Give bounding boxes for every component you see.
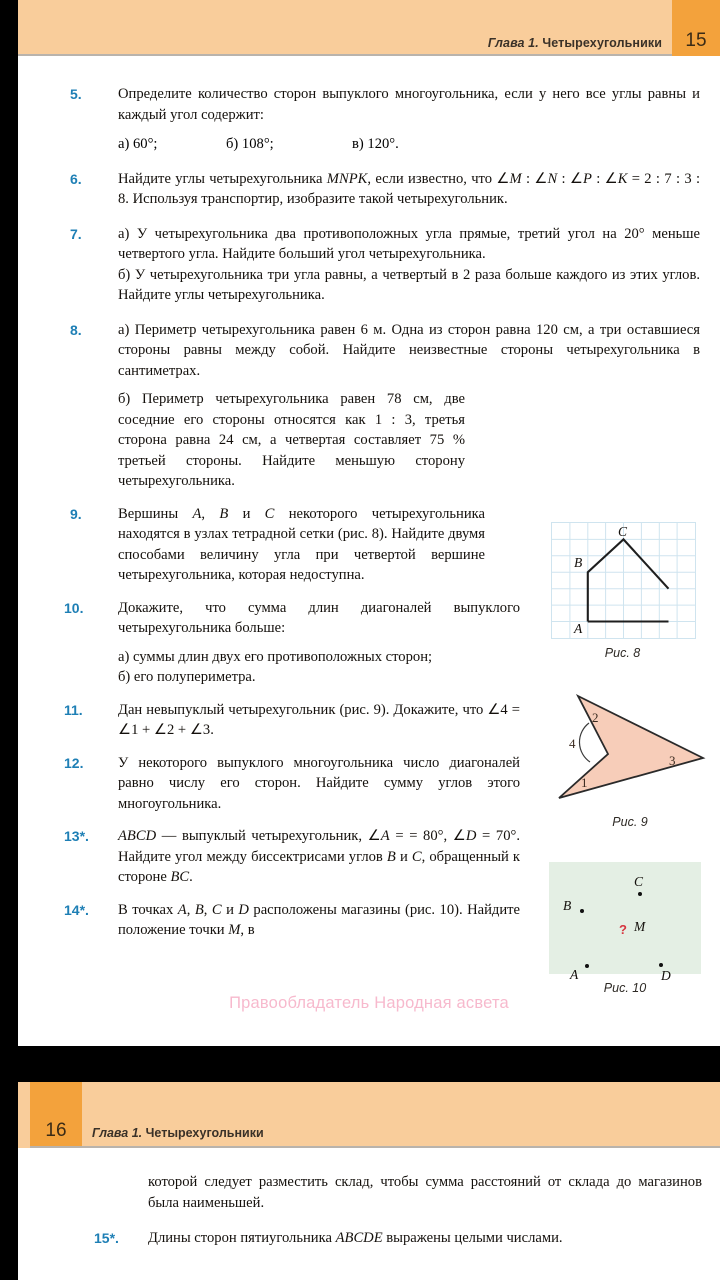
problem-10-intro: Докажите, что сумма длин диагоналей выпуклого четырехугольника больше: [118, 599, 520, 636]
problem-14-number: 14*. [64, 901, 89, 918]
problem-7-number: 7. [70, 225, 82, 242]
p6-t5: : ∠ [591, 170, 618, 187]
figure-9-label-1: 1 [581, 775, 588, 790]
p13-t2: = = 80°, ∠ [389, 828, 466, 844]
p6-t6: = 2 : 7 : 3 : 8. Используя транспортир, изобразите такой четырехугольник. [118, 170, 701, 207]
figure-10-label-d: D [661, 968, 671, 983]
page-15-number-badge [672, 0, 720, 56]
problem-14-text [118, 900, 520, 941]
p14-t6: , в [240, 922, 255, 938]
page-15 [18, 0, 720, 1046]
p9-t3: и [228, 505, 265, 522]
p14-i4: D [238, 901, 249, 918]
problem-12-number: 12. [64, 754, 84, 771]
page-15-header-title [488, 36, 662, 50]
p9-i2: B [219, 505, 229, 522]
problem-5-option-v: в) 120°. [352, 136, 399, 152]
figure-10-point-m-question: ? [619, 922, 627, 937]
figure-8-grid [551, 522, 696, 639]
problem-8-part-b: б) Периметр четырехугольника равен 78 см, две соседние его стороны относятся как 1 : 3, третья сторона равна 24 см, а четвертая составляет 75 % третьей стороны. Найдите меньшую сторону четырехугольника. [118, 391, 465, 489]
p14-i1: A [177, 901, 187, 918]
figure-9-label-4: 4 [569, 736, 576, 751]
problem-6-number: 6. [70, 170, 82, 187]
problem-5-option-b: б) 108°; [226, 136, 274, 152]
problem-8-part-a: а) Периметр четырехугольника равен 6 м. Одна из сторон равна 120 см, а три оставшиеся стороны равны между собой. Найдите неизвестные стороны четырехугольника в сантиметрах. [118, 321, 700, 379]
p9-i1: A [192, 505, 202, 522]
p14-i5: M [228, 922, 241, 938]
figure-8-label-b: B [574, 555, 583, 570]
copyright-notice: Правообладатель Народная асвета [229, 994, 509, 1012]
problem-11-text: Дан невыпуклый четырехугольник (рис. 9). Докажите, что ∠4 = ∠1 + ∠2 + ∠3. [118, 701, 520, 738]
page-16-chapter-name: Четырехугольники [142, 1126, 264, 1140]
page-15-body [18, 56, 720, 1046]
figure-8-caption: Рис. 8 [604, 646, 641, 660]
p6-i2: M [509, 170, 522, 187]
p6-t1: Найдите углы четырехугольника [118, 170, 327, 187]
page-16-header [18, 1082, 720, 1148]
page-16-number: 16 [45, 1120, 67, 1141]
figure-10-label-a: A [570, 967, 579, 982]
p6-i5: K [617, 170, 628, 187]
p13-i3: D [465, 828, 477, 844]
figure-9-angle-arc-4 [579, 723, 590, 762]
p14-t1: В точках [118, 901, 178, 918]
problem-6 [18, 169, 720, 210]
figure-10-plane [549, 862, 701, 983]
figure-10-label-c: C [634, 874, 644, 889]
figure-10 [549, 862, 709, 995]
p6-t3: : ∠ [521, 170, 548, 187]
problem-5-text: Определите количество сторон выпуклого многоугольника, если у него все углы равны и каждый угол содержит: [118, 86, 700, 123]
p13-t6: . [189, 869, 193, 885]
p13-i4: B [386, 848, 396, 865]
p15-t1: Длины сторон пятиугольника [148, 1230, 336, 1246]
figure-10-point-d [659, 963, 663, 967]
problem-5-options [118, 134, 700, 155]
p13-i6: BC [170, 869, 190, 885]
page-16 [18, 1082, 720, 1280]
page-16-header-title [92, 1126, 264, 1140]
p15-i1: ABCDE [335, 1230, 383, 1246]
p6-i1: MNPK [326, 170, 368, 187]
figure-10-label-m: M [634, 919, 646, 934]
p9-t1: Вершины [118, 505, 193, 522]
figure-9-label-2: 2 [592, 710, 599, 725]
page-16-body [18, 1148, 720, 1249]
p9-t4: некоторого четырехугольника находятся в узлах тетрадной сетки (рис. 8). Найдите двумя способами величину угла при четвертой вершине четырехугольника, которая недоступна. [118, 505, 485, 583]
problem-6-text [118, 169, 700, 210]
problem-10-part-a: а) суммы длин двух его противоположных сторон; [118, 648, 433, 665]
chapter-name: Четырехугольники [538, 36, 662, 50]
p14-i2: B [194, 901, 204, 918]
problem-8-number: 8. [70, 321, 82, 338]
page-15-number: 15 [685, 30, 707, 51]
p14-t4: и [221, 901, 239, 918]
problem-12-text: У некоторого выпуклого многоугольника число диагоналей равно числу его сторон. Найдите сумму углов этого многоугольника. [118, 754, 520, 812]
problem-11-number: 11. [64, 701, 83, 718]
p15-t2: выражены целыми числами. [382, 1230, 563, 1246]
problem-15 [18, 1228, 720, 1249]
problem-5-option-a: а) 60°; [118, 136, 158, 152]
figure-8-label-a: A [574, 621, 583, 636]
page-15-header [18, 0, 720, 56]
p13-i1: ABCD [118, 828, 157, 844]
p6-t4: : ∠ [557, 170, 583, 187]
problem-7-part-b: б) У четырехугольника три угла равны, а четвертый в 2 раза больше каждого из этих углов. Найдите углы четырехугольника. [118, 266, 700, 303]
figure-8 [551, 522, 701, 660]
figure-9-svg [551, 688, 709, 803]
problem-13-number: 13*. [64, 828, 89, 844]
page-16-number-badge [30, 1082, 82, 1148]
problem-7-part-a: а) У четырехугольника два противоположных угла прямые, третий угол на 20° меньше четвертого угла. Найдите больший угол четырехугольника. [118, 225, 700, 262]
p6-i4: P [582, 170, 592, 187]
figure-9-caption: Рис. 9 [612, 815, 648, 829]
figure-10-label-b: B [563, 898, 572, 913]
p6-i3: N [547, 170, 558, 187]
figure-9 [551, 688, 711, 829]
problem-5 [18, 84, 720, 155]
problem-10-number: 10. [64, 599, 84, 616]
problem-5-number: 5. [70, 86, 82, 102]
p14-t5: расположены магазины (рис. 10). Найдите положение точки [118, 901, 521, 938]
p9-t2: , [201, 505, 220, 522]
problem-9-number: 9. [70, 505, 82, 522]
page-16-continuation [18, 1172, 720, 1214]
p9-i3: C [264, 505, 275, 522]
p13-t1: — выпуклый четырехугольник, ∠ [156, 828, 381, 844]
p14-t2: , [186, 901, 195, 918]
page-16-chapter-number: Глава 1. [92, 1126, 143, 1140]
page-16-continuation-text: которой следует разместить склад, чтобы сумма расстояний от склада до магазинов была наименьшей. [148, 1174, 702, 1211]
figure-10-point-b [580, 909, 584, 913]
figure-10-point-a [585, 964, 589, 968]
p13-i2: A [380, 828, 390, 844]
chapter-number: Глава 1. [487, 36, 539, 50]
p14-i3: C [211, 901, 222, 918]
p13-t4: и [395, 848, 412, 865]
p13-t5: , обращенный к стороне [118, 848, 521, 885]
p6-t2: , если известно, что ∠ [367, 170, 510, 187]
problem-8 [18, 320, 720, 492]
problem-15-number: 15*. [94, 1230, 119, 1246]
p13-t3: = 70°. Найдите угол между биссектрисами углов [118, 828, 520, 865]
figure-10-point-c [638, 892, 642, 896]
problem-7 [18, 224, 720, 306]
figure-8-polyline-bc [588, 539, 669, 621]
problem-13-text [118, 826, 520, 888]
p14-t3: , [203, 901, 212, 918]
figure-9-label-3: 3 [669, 753, 676, 768]
problem-10-part-b: б) его полупериметра. [118, 669, 256, 685]
figure-8-svg [552, 523, 695, 638]
problem-9-text [118, 504, 485, 586]
figure-8-label-c: C [618, 524, 628, 539]
figure-10-caption: Рис. 10 [603, 981, 647, 995]
p13-i5: C [411, 848, 422, 865]
